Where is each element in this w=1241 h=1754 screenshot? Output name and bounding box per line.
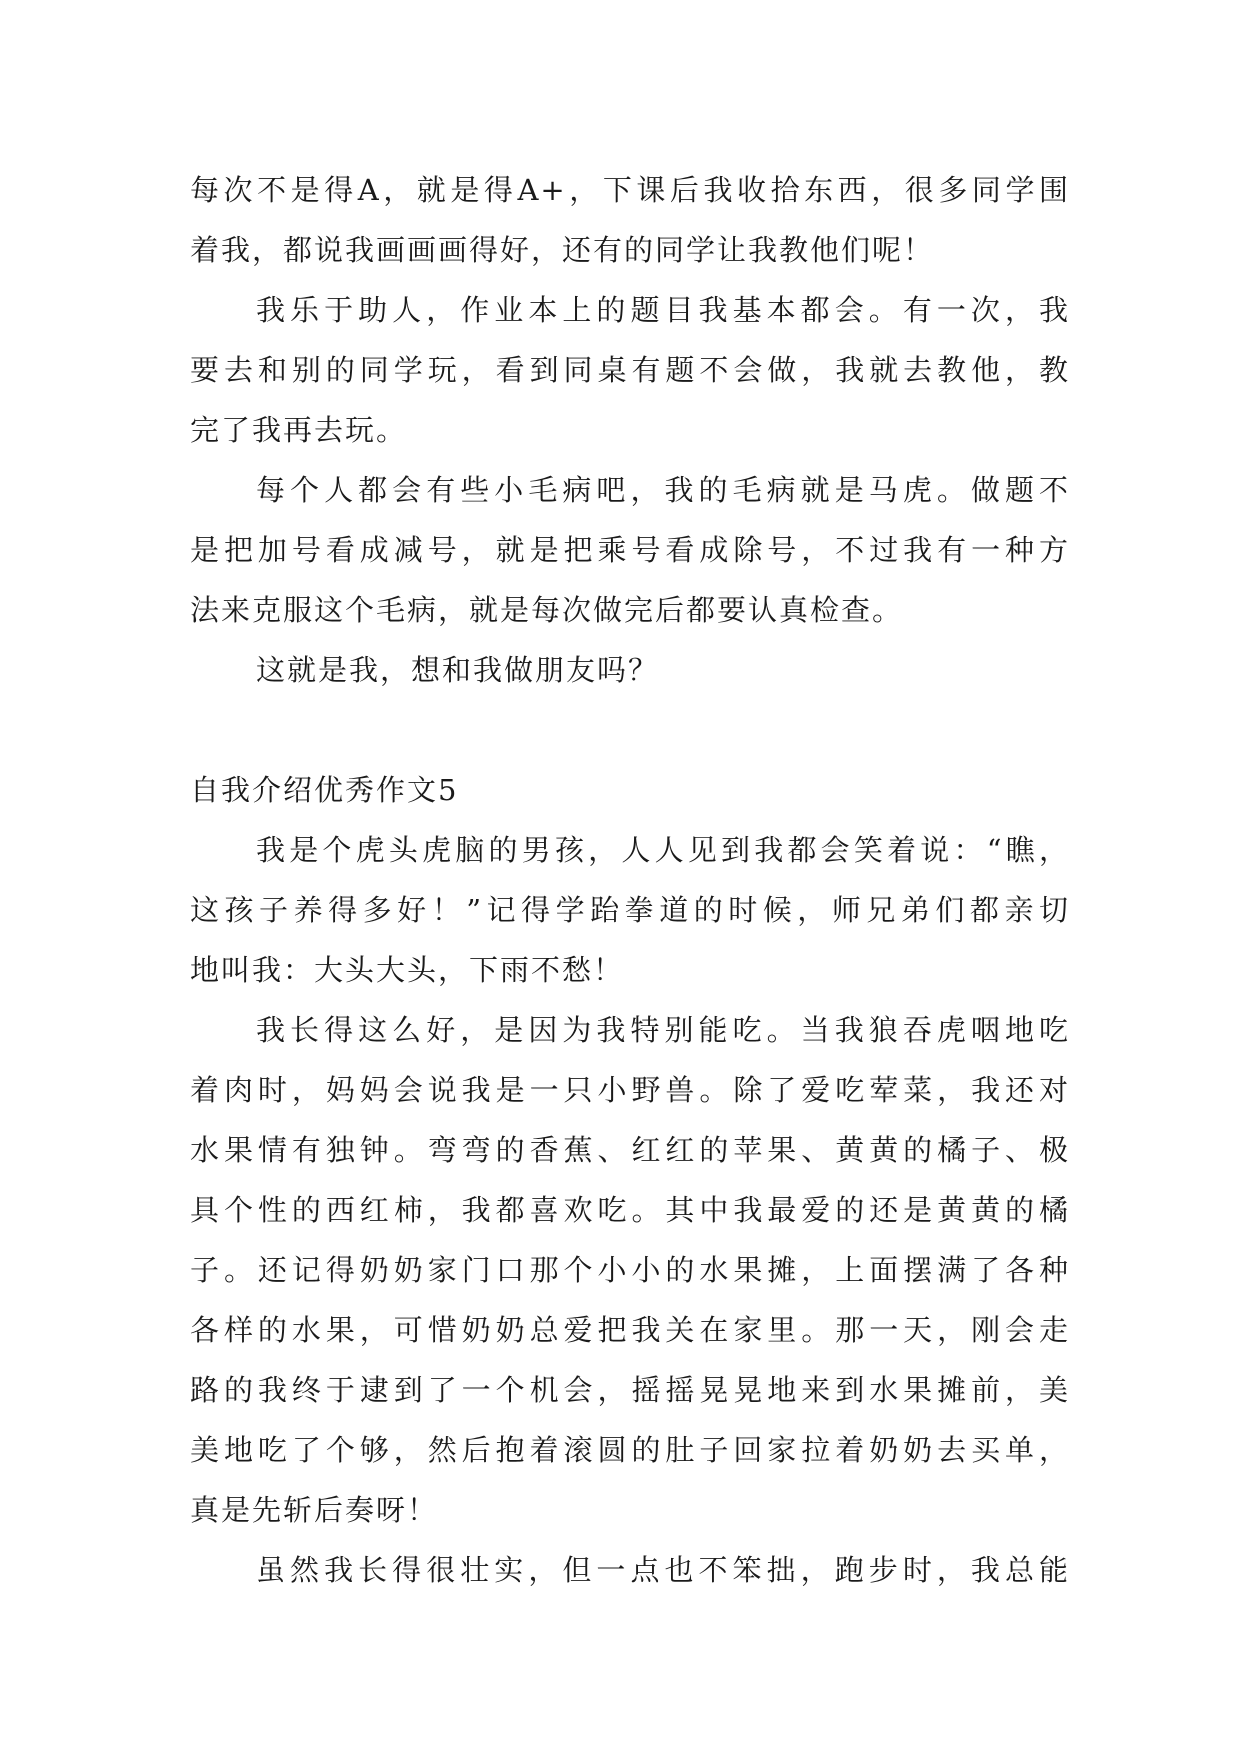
text-line: 路的我终于逮到了一个机会，摇摇晃晃地来到水果摊前，美 [190,1373,1070,1407]
paragraph [190,1540,1070,1600]
text-line: 这就是我，想和我做朋友吗？ [256,653,660,687]
paragraph [190,280,1070,460]
text-line: 子。还记得奶奶家门口那个小小的水果摊，上面摆满了各种 [190,1253,1070,1287]
text-line: 我长得这么好，是因为我特别能吃。当我狼吞虎咽地吃 [256,1013,1070,1047]
text-line: 真是先斩后奏呀！ [190,1493,439,1527]
text-line: 各样的水果，可惜奶奶总爱把我关在家里。那一天，刚会走 [190,1313,1070,1347]
text-line: 这孩子养得多好！”记得学跆拳道的时候，师兄弟们都亲切 [190,893,1070,927]
paragraph [190,160,1070,280]
text-line: 完了我再去玩。 [190,413,408,447]
text-line: 法来克服这个毛病，就是每次做完后都要认真检查。 [190,593,904,627]
spacer [190,700,1070,760]
paragraph [190,1000,1070,1540]
text-line: 地叫我：大头大头，下雨不愁！ [190,953,625,987]
document-page [190,160,1070,1600]
paragraph [190,640,1070,700]
text-line: 每个人都会有些小毛病吧，我的毛病就是马虎。做题不 [256,473,1070,507]
text-line: 着我，都说我画画画得好，还有的同学让我教他们呢！ [190,233,935,267]
text-line: 水果情有独钟。弯弯的香蕉、红红的苹果、黄黄的橘子、极 [190,1133,1070,1167]
paragraph [190,820,1070,1000]
text-line: 要去和别的同学玩，看到同桌有题不会做，我就去教他，教 [190,353,1070,387]
text-line: 具个性的西红柿，我都喜欢吃。其中我最爱的还是黄黄的橘 [190,1193,1070,1227]
text-line: 我是个虎头虎脑的男孩，人人见到我都会笑着说：“瞧， [256,833,1070,867]
text-line: 美地吃了个够，然后抱着滚圆的肚子回家拉着奶奶去买单， [190,1433,1070,1467]
paragraph [190,460,1070,640]
text-line: 是把加号看成减号，就是把乘号看成除号，不过我有一种方 [190,533,1070,567]
text-line: 着肉时，妈妈会说我是一只小野兽。除了爱吃荤菜，我还对 [190,1073,1070,1107]
text-line: 每次不是得A，就是得A+，下课后我收拾东西，很多同学围 [190,173,1070,207]
text-line: 虽然我长得很壮实，但一点也不笨拙，跑步时，我总能 [256,1553,1070,1587]
text-line: 我乐于助人，作业本上的题目我基本都会。有一次，我 [256,293,1070,327]
section-heading: 自我介绍优秀作文5 [190,773,459,807]
